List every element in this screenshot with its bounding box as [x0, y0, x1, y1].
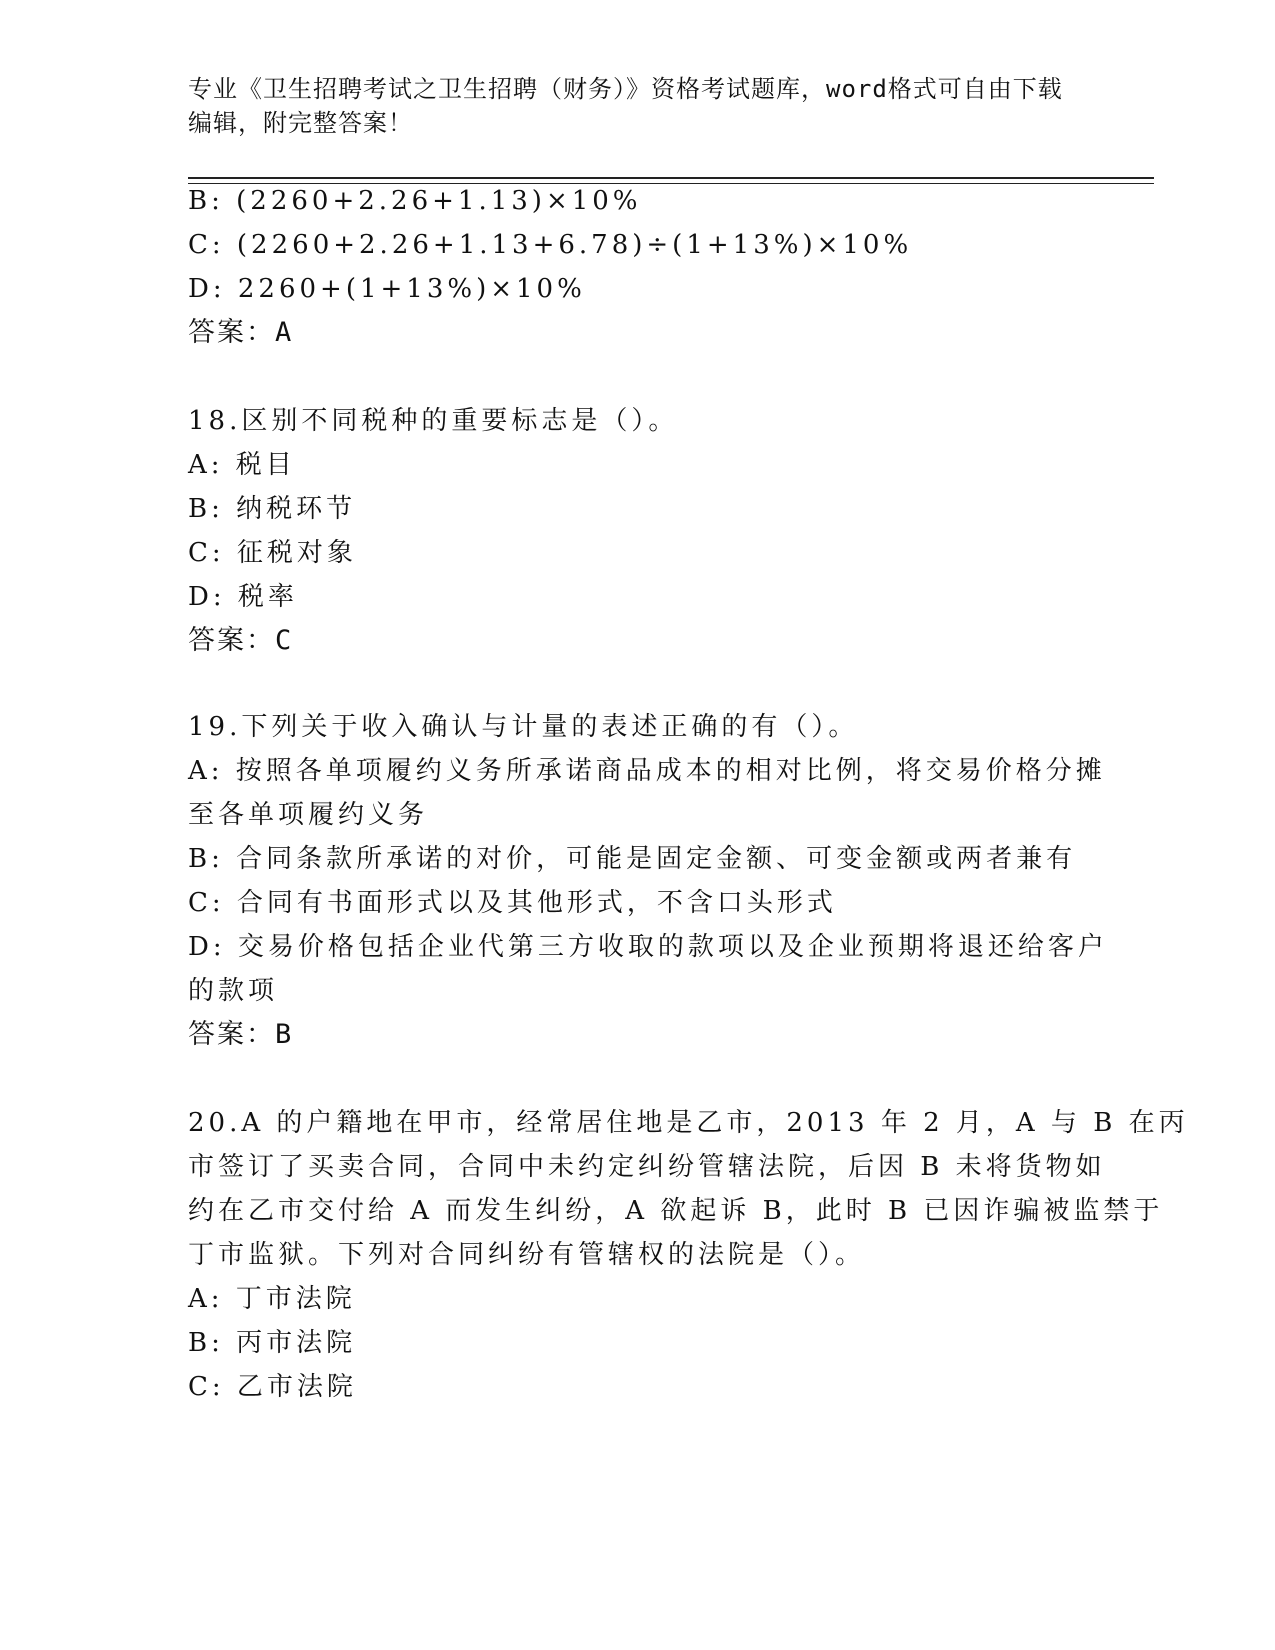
q18-option-d: D: 税率	[188, 582, 298, 612]
q20-stem-line-1: 20.A 的户籍地在甲市，经常居住地是乙市，2013 年 2 月，A 与 B 在丙	[188, 1108, 1189, 1138]
q19-option-d-line-2: 的款项	[188, 976, 279, 1006]
answer-label: 答案：	[188, 317, 275, 348]
answer-value: A	[275, 317, 294, 348]
q20-option-a: A: 丁市法院	[188, 1284, 356, 1314]
header-line-2: 编辑，附完整答案！	[188, 109, 413, 137]
q19-option-a-line-2: 至各单项履约义务	[188, 800, 429, 830]
q19-option-a-line-1: A: 按照各单项履约义务所承诺商品成本的相对比例，将交易价格分摊	[188, 756, 1106, 786]
document-header	[188, 72, 1088, 140]
prev-option-b: B: (2260+2.26+1.13)×10%	[188, 186, 642, 216]
q20-stem-line-3: 约在乙市交付给 A 而发生纠纷，A 欲起诉 B，此时 B 已因诈骗被监禁于	[188, 1196, 1164, 1226]
q18-option-b: B: 纳税环节	[188, 494, 357, 524]
q18-option-c: C: 征税对象	[188, 538, 357, 568]
answer-value: B	[275, 1019, 294, 1050]
q19-answer	[188, 1020, 293, 1050]
prev-answer	[188, 318, 293, 348]
answer-value: C	[275, 625, 294, 656]
header-text-end: 格式可自由下载	[887, 75, 1063, 103]
prev-option-c: C: (2260+2.26+1.13+6.78)÷(1+13%)×10%	[188, 230, 913, 260]
header-word-text: word	[826, 75, 888, 103]
q19-option-c: C: 合同有书面形式以及其他形式，不含口头形式	[188, 888, 837, 918]
prev-option-d: D: 2260+(1+13%)×10%	[188, 274, 586, 304]
q20-stem-line-4: 丁市监狱。下列对合同纠纷有管辖权的法院是（）。	[188, 1240, 866, 1270]
header-rule-thick	[188, 177, 1154, 179]
q20-stem-line-2: 市签订了买卖合同，合同中未约定纠纷管辖法院，后因 B 未将货物如	[188, 1152, 1106, 1182]
header-text: 专业《卫生招聘考试之卫生招聘（财务）》资格考试题库，	[188, 75, 826, 103]
q18-stem: 18.区别不同税种的重要标志是（）。	[188, 406, 679, 436]
q18-option-a: A: 税目	[188, 450, 296, 480]
q19-option-b: B: 合同条款所承诺的对价，可能是固定金额、可变金额或两者兼有	[188, 844, 1077, 874]
q20-option-c: C: 乙市法院	[188, 1372, 357, 1402]
q18-answer	[188, 626, 293, 656]
answer-label: 答案：	[188, 1019, 275, 1050]
q19-option-d-line-1: D: 交易价格包括企业代第三方收取的款项以及企业预期将退还给客户	[188, 932, 1108, 962]
q20-option-b: B: 丙市法院	[188, 1328, 357, 1358]
answer-label: 答案：	[188, 625, 275, 656]
header-rule-thin	[188, 183, 1154, 184]
header-line-1	[188, 72, 1088, 106]
q19-stem: 19.下列关于收入确认与计量的表述正确的有（）。	[188, 712, 859, 742]
